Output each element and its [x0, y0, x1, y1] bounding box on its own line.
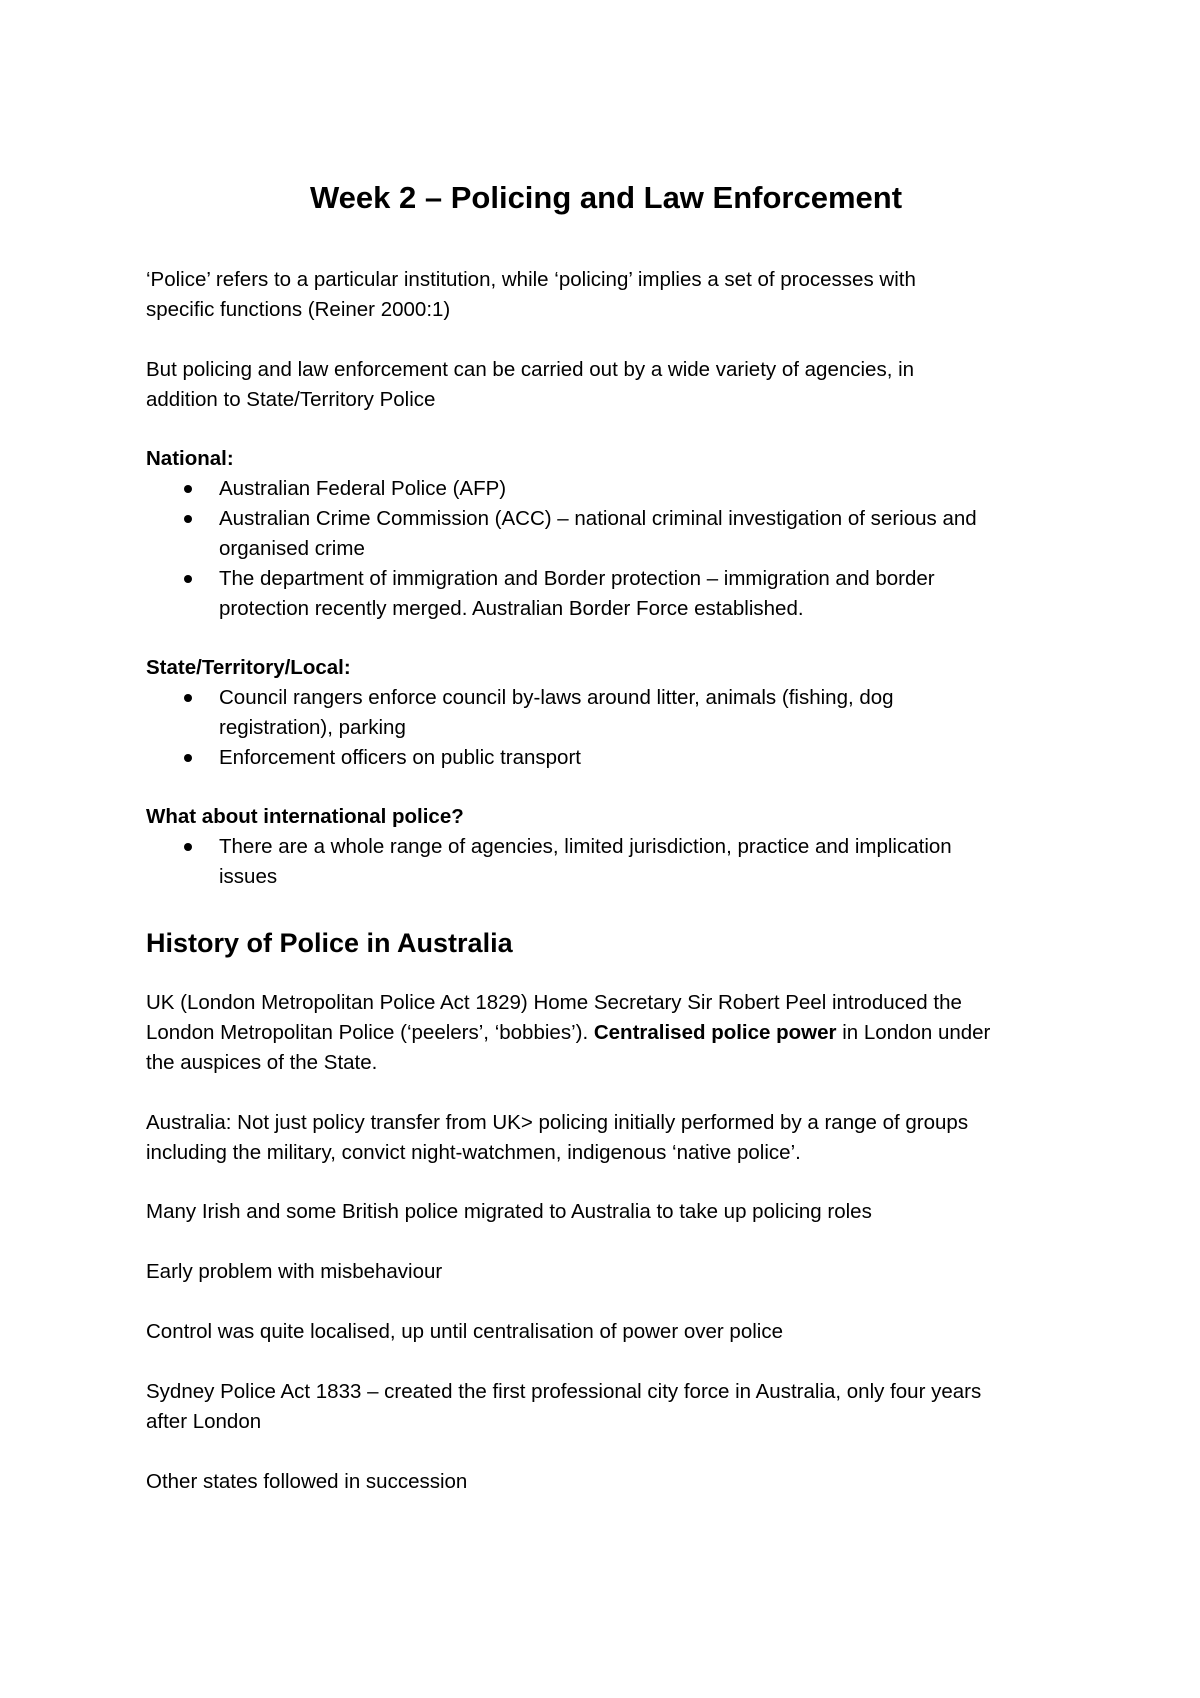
irish-paragraph: Many Irish and some British police migrated to Australia to take up policing roles: [146, 1200, 872, 1223]
australia-paragraph: Australia: Not just policy transfer from UK> policing initially performed by a range of groups including the military, convict night-watchmen, indigenous ‘native police’.: [146, 1111, 969, 1164]
national-list: [146, 474, 1076, 624]
bullet-icon: [184, 485, 192, 493]
national-heading: National:: [146, 447, 234, 470]
state-list: [146, 683, 1076, 773]
bullet-icon: [184, 515, 192, 523]
international-list: [146, 832, 1076, 892]
sydney-paragraph: Sydney Police Act 1833 – created the first professional city force in Australia, only four years after London: [146, 1380, 982, 1433]
bullet-icon: [184, 754, 192, 762]
intro-line-2: specific functions (Reiner 2000:1): [146, 298, 451, 321]
agencies-line-1: But policing and law enforcement can be carried out by a wide variety of agencies, in: [146, 358, 915, 381]
others-paragraph: Other states followed in succession: [146, 1470, 468, 1493]
list-item: Australian Federal Police (AFP): [146, 474, 1076, 504]
bold-phrase: Centralised police power: [593, 1021, 837, 1044]
bullet-icon: [184, 694, 192, 702]
list-item: There are a whole range of agencies, limited jurisdiction, practice and implication issues: [146, 832, 1076, 892]
list-item: Australian Crime Commission (ACC) – national criminal investigation of serious and organised crime: [146, 504, 1076, 564]
list-item: Enforcement officers on public transport: [146, 743, 1076, 773]
intro-line-1: ‘Police’ refers to a particular institution, while ‘policing’ implies a set of processes with: [146, 268, 916, 291]
list-item: The department of immigration and Border protection – immigration and border protection recently merged. Australian Border Force established.: [146, 564, 1076, 624]
agencies-line-2: addition to State/Territory Police: [146, 388, 436, 411]
intro-paragraph: [146, 265, 1076, 325]
list-item: Council rangers enforce council by-laws around litter, animals (fishing, dog registration), parking: [146, 683, 1076, 743]
document-title: Week 2 – Policing and Law Enforcement: [309, 180, 903, 215]
international-heading: What about international police?: [146, 805, 464, 828]
bullet-icon: [184, 575, 192, 583]
state-heading: State/Territory/Local:: [146, 656, 351, 679]
misbehaviour-paragraph: Early problem with misbehaviour: [146, 1260, 443, 1283]
bullet-icon: [184, 843, 192, 851]
control-paragraph: Control was quite localised, up until centralisation of power over police: [146, 1320, 783, 1343]
history-heading: History of Police in Australia: [146, 928, 513, 958]
agencies-paragraph: [146, 355, 1076, 415]
uk-paragraph: UK (London Metropolitan Police Act 1829) Home Secretary Sir Robert Peel introduced the London Metropolitan Police (‘peelers’, ‘bobbies’). Centralised police power in London under the auspices of the State.: [146, 991, 991, 1074]
